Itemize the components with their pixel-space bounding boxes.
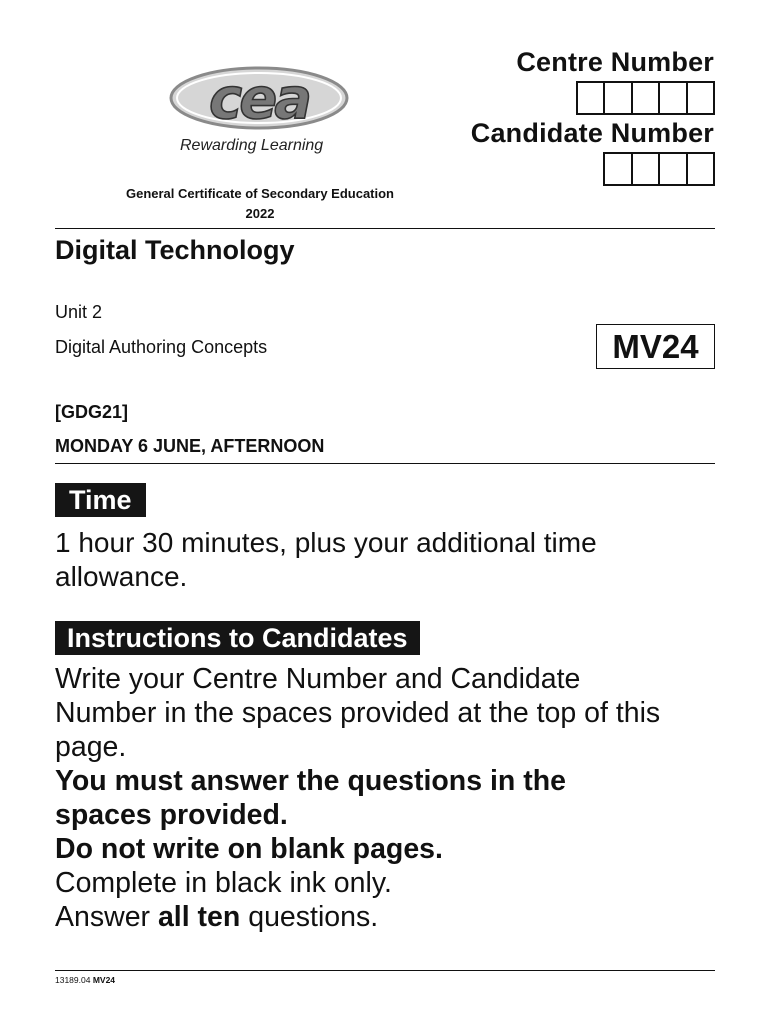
- instructions-body: [55, 662, 695, 934]
- cea-logo: [166, 66, 352, 136]
- footer-paper-code: MV24: [92, 975, 116, 985]
- subject-title: Digital Technology: [55, 235, 295, 265]
- centre-number-box[interactable]: [686, 81, 716, 115]
- centre-number-box[interactable]: [603, 81, 633, 115]
- candidate-number-label: Candidate Number: [470, 118, 714, 148]
- instructions-heading: Instructions to Candidates: [55, 621, 420, 655]
- candidate-number-box[interactable]: [658, 152, 688, 186]
- time-heading: Time: [55, 483, 146, 517]
- centre-number-label: Centre Number: [516, 47, 714, 77]
- instruction-answer-emphasis: all ten: [157, 901, 241, 933]
- unit-number: Unit 2: [55, 302, 103, 322]
- instruction-answer-post: questions.: [240, 901, 379, 933]
- instruction-answer-spaces: You must answer the questions in the spaces provided.: [55, 765, 566, 831]
- exam-info-divider: [55, 463, 715, 464]
- logo-tagline: Rewarding Learning: [180, 137, 324, 154]
- instruction-answer-all: [55, 900, 695, 934]
- candidate-number-boxes[interactable]: [603, 152, 715, 186]
- cea-logo-mark: [166, 66, 352, 136]
- centre-number-box[interactable]: [658, 81, 688, 115]
- instruction-blank-pages: Do not write on blank pages.: [55, 833, 443, 865]
- candidate-number-box[interactable]: [631, 152, 661, 186]
- centre-number-box[interactable]: [576, 81, 606, 115]
- unit-title: Digital Authoring Concepts: [55, 337, 268, 357]
- footer-divider: [55, 970, 715, 971]
- logo-wordmark: cea: [209, 67, 309, 132]
- centre-number-box[interactable]: [631, 81, 661, 115]
- paper-code: MV24: [612, 328, 699, 365]
- paper-code-box: [596, 324, 715, 369]
- header-divider: [55, 228, 715, 229]
- qualification-title: General Certificate of Secondary Education: [125, 186, 395, 201]
- instruction-black-ink: Complete in black ink only.: [55, 867, 392, 899]
- instruction-answer-pre: Answer: [55, 901, 158, 933]
- instruction-write-numbers: Write your Centre Number and Candidate Number in the spaces provided at the top of this page.: [55, 663, 661, 763]
- footer-ref-number: 13189.04: [55, 975, 91, 985]
- exam-year: 2022: [245, 206, 275, 221]
- centre-number-boxes[interactable]: [576, 81, 716, 115]
- candidate-number-box[interactable]: [603, 152, 633, 186]
- time-text: 1 hour 30 minutes, plus your additional time allowance.: [55, 527, 597, 592]
- candidate-number-box[interactable]: [686, 152, 716, 186]
- exam-date: MONDAY 6 JUNE, AFTERNOON: [55, 436, 325, 456]
- spec-code: [GDG21]: [55, 402, 129, 422]
- footer-ref: [55, 975, 115, 985]
